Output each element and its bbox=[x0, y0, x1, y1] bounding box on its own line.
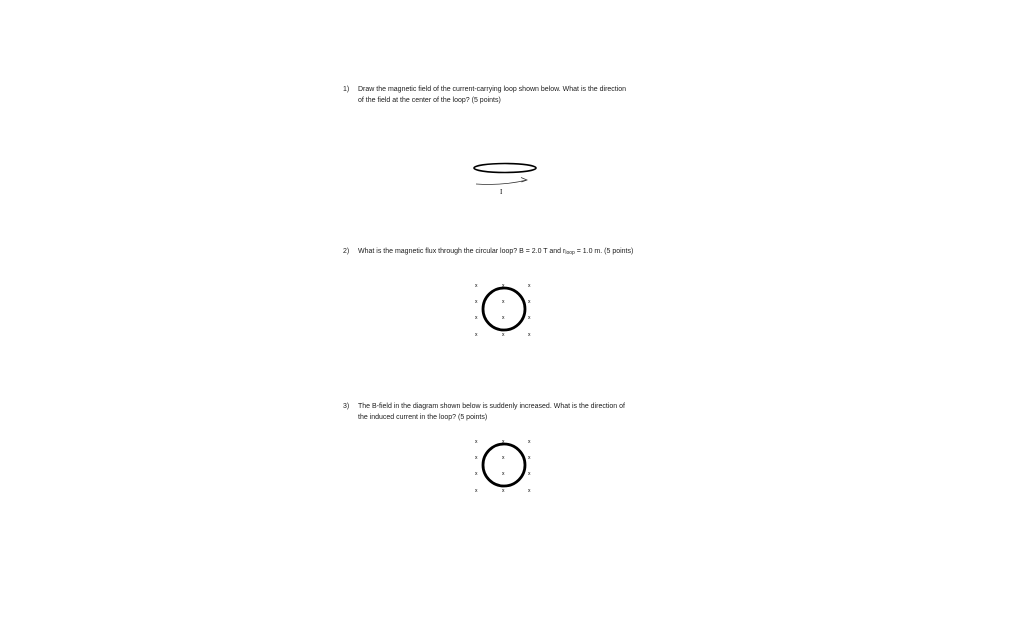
field-into-page-marker: x bbox=[528, 439, 531, 445]
field-into-page-marker: x bbox=[528, 332, 531, 338]
flux-loop-circle bbox=[483, 288, 525, 330]
field-into-page-marker: x bbox=[502, 332, 505, 338]
question-2-text-tail: = 1.0 m. (5 points) bbox=[574, 248, 634, 255]
field-into-page-marker: x bbox=[475, 455, 478, 461]
current-label: I bbox=[500, 188, 503, 196]
induction-loop-circle bbox=[483, 444, 525, 486]
field-into-page-marker: x bbox=[528, 283, 531, 289]
question-3-text-line-2: the induced current in the loop? (5 points) bbox=[358, 414, 488, 421]
field-into-page-marker: x bbox=[502, 455, 505, 461]
field-into-page-marker: x bbox=[475, 471, 478, 477]
field-into-page-marker: x bbox=[502, 471, 505, 477]
field-into-page-marker: x bbox=[502, 299, 505, 305]
field-into-page-marker: x bbox=[475, 488, 478, 494]
current-direction-arrow bbox=[476, 180, 527, 185]
field-into-page-marker: x bbox=[502, 315, 505, 321]
question-2 bbox=[343, 246, 633, 259]
field-into-page-marker: x bbox=[528, 488, 531, 494]
field-into-page-marker: x bbox=[475, 299, 478, 305]
field-into-page-marker: x bbox=[528, 315, 531, 321]
field-into-page-marker: x bbox=[475, 439, 478, 445]
field-into-page-marker: x bbox=[528, 471, 531, 477]
field-into-page-marker: x bbox=[502, 488, 505, 494]
field-into-page-marker: x bbox=[475, 315, 478, 321]
question-3-number: 3) bbox=[343, 403, 350, 410]
question-2-text bbox=[343, 246, 633, 259]
question-1 bbox=[343, 84, 626, 106]
field-into-page-marker: x bbox=[528, 299, 531, 305]
question-1-text-line-2: of the field at the center of the loop? (5 points) bbox=[358, 97, 501, 104]
current-loop-ellipse bbox=[474, 164, 536, 173]
question-2-subscript: loop bbox=[565, 250, 575, 256]
field-into-page-marker: x bbox=[528, 455, 531, 461]
question-1-text-line-1: Draw the magnetic field of the current-carrying loop shown below. What is the direction bbox=[358, 86, 627, 93]
question-1-number: 1) bbox=[343, 86, 350, 93]
field-into-page-marker: x bbox=[502, 439, 505, 445]
question-2-number: 2) bbox=[343, 248, 350, 255]
current-loop-figure bbox=[460, 155, 550, 200]
flux-loop-figure bbox=[470, 278, 540, 340]
field-into-page-marker: x bbox=[475, 283, 478, 289]
question-3-text-line-1: The B-field in the diagram shown below is suddenly increased. What is the direction of bbox=[358, 403, 625, 410]
question-2-text-main: What is the magnetic flux through the circular loop? B = 2.0 T and r bbox=[358, 248, 566, 255]
question-3 bbox=[343, 401, 625, 423]
induction-loop-figure bbox=[470, 434, 540, 496]
field-into-page-marker: x bbox=[502, 283, 505, 289]
field-into-page-marker: x bbox=[475, 332, 478, 338]
